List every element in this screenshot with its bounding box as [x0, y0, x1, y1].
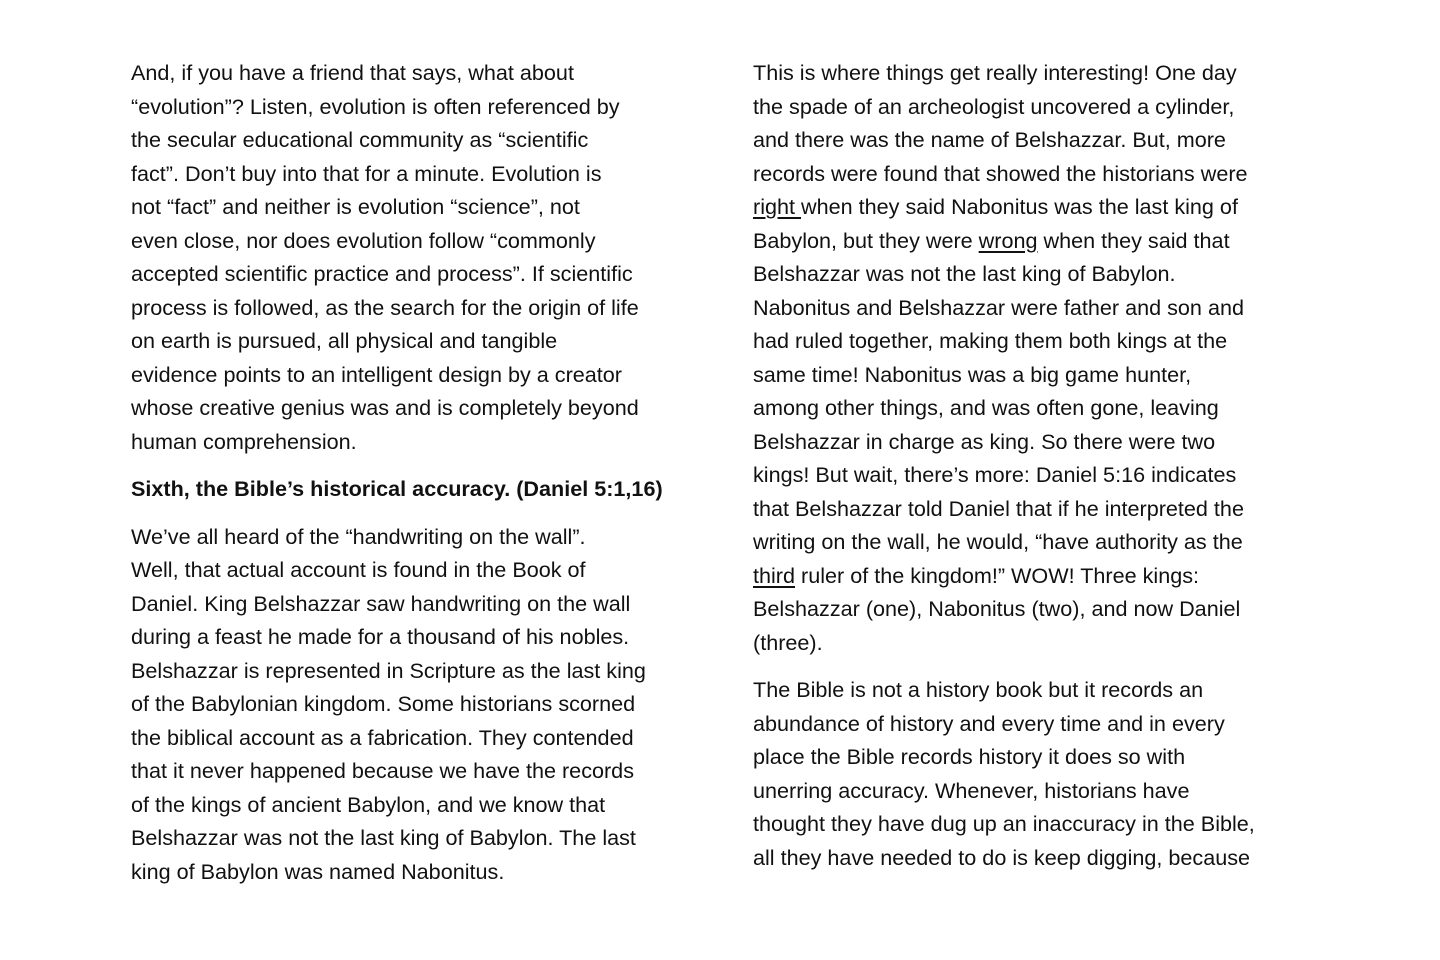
underlined-word-third: third [753, 562, 796, 588]
text-line: even close, nor does evolution follow “commonly [131, 227, 596, 253]
text-line: This is where things get really interesting! One day [753, 60, 1237, 85]
text-line: not “fact” and neither is evolution “science”, not [131, 194, 580, 219]
text-line: among other things, and was often gone, leaving [753, 395, 1219, 420]
text-line: Daniel. King Belshazzar saw handwriting on the wall [131, 590, 631, 616]
text-line: accepted scientific practice and process”. If scientific [131, 261, 633, 286]
text-line: human comprehension. [131, 428, 357, 454]
text-line: the secular educational community as “scientific [131, 127, 589, 152]
text-line: fact”. Don’t buy into that for a minute. Evolution is [131, 160, 602, 186]
text-line: unerring accuracy. Whenever, historians have [753, 777, 1190, 803]
text-line: of the Babylonian kingdom. Some historians scorned [131, 691, 636, 716]
text-fragment: when they said Nabonitus was the last king of [801, 194, 1238, 219]
section-heading: Sixth, the Bible’s historical accuracy. (Daniel 5:1,16) [131, 476, 663, 501]
text-line: evidence points to an intelligent design by a creator [131, 361, 622, 387]
text-line: had ruled together, making them both kings at the [753, 328, 1228, 353]
text-line: king of Babylon was named Nabonitus. [131, 858, 505, 884]
text-line: thought they have dug up an inaccuracy in the Bible, [753, 811, 1255, 836]
right-column [753, 56, 1323, 888]
underlined-word-wrong: wrong [978, 227, 1038, 253]
text-line: during a feast he made for a thousand of his nobles. [131, 624, 630, 649]
text-line: that Belshazzar told Daniel that if he interpreted the [753, 495, 1244, 521]
text-line: abundance of history and every time and in every [753, 710, 1225, 736]
text-line: Belshazzar is represented in Scripture as the last king [131, 657, 646, 683]
paragraph-history-accuracy [753, 673, 1323, 874]
text-fragment: ruler of the kingdom!” WOW! Three kings: [795, 562, 1200, 588]
text-line [753, 224, 1323, 258]
text-line: Belshazzar was not the last king of Babylon. [753, 261, 1176, 286]
text-line: writing on the wall, he would, “have authority as the [753, 529, 1243, 554]
text-line: whose creative genius was and is completely beyond [131, 395, 639, 420]
text-line: We’ve all heard of the “handwriting on the wall”. [131, 523, 586, 549]
left-column [131, 56, 701, 902]
text-line [753, 190, 1323, 224]
text-line [753, 559, 1323, 593]
text-line: Well, that actual account is found in the Book of [131, 557, 586, 582]
text-line: Nabonitus and Belshazzar were father and son and [753, 294, 1244, 320]
text-line: Belshazzar in charge as king. So there were two [753, 428, 1216, 454]
text-line: process is followed, as the search for the origin of life [131, 294, 639, 320]
text-line: the spade of an archeologist uncovered a cylinder, [753, 93, 1235, 119]
paragraph-cylinder [753, 56, 1323, 659]
underlined-word-right: right [753, 194, 802, 219]
text-line: and there was the name of Belshazzar. But, more [753, 127, 1226, 152]
text-line: place the Bible records history it does so with [753, 744, 1186, 769]
text-line: the biblical account as a fabrication. They contended [131, 724, 634, 750]
text-line: all they have needed to do is keep digging, because [753, 844, 1251, 870]
text-line: kings! But wait, there’s more: Daniel 5:16 indicates [753, 462, 1237, 487]
text-fragment: Babylon, but they were [753, 227, 979, 253]
text-line: of the kings of ancient Babylon, and we know that [131, 791, 606, 817]
text-line: And, if you have a friend that says, what about [131, 60, 574, 85]
text-line: The Bible is not a history book but it records an [753, 677, 1204, 702]
text-line: records were found that showed the historians were [753, 160, 1248, 186]
text-line: (three). [753, 629, 823, 655]
paragraph-handwriting [131, 520, 701, 889]
paragraph-evolution [131, 56, 701, 458]
text-line: on earth is pursued, all physical and tangible [131, 328, 558, 353]
text-line: same time! Nabonitus was a big game hunter, [753, 361, 1192, 387]
text-line: Belshazzar was not the last king of Babylon. The last [131, 825, 636, 850]
text-line: Belshazzar (one), Nabonitus (two), and now Daniel [753, 596, 1241, 621]
text-fragment: when they said that [1037, 227, 1230, 253]
text-line: “evolution”? Listen, evolution is often referenced by [131, 93, 620, 119]
text-line: that it never happened because we have the records [131, 758, 634, 783]
